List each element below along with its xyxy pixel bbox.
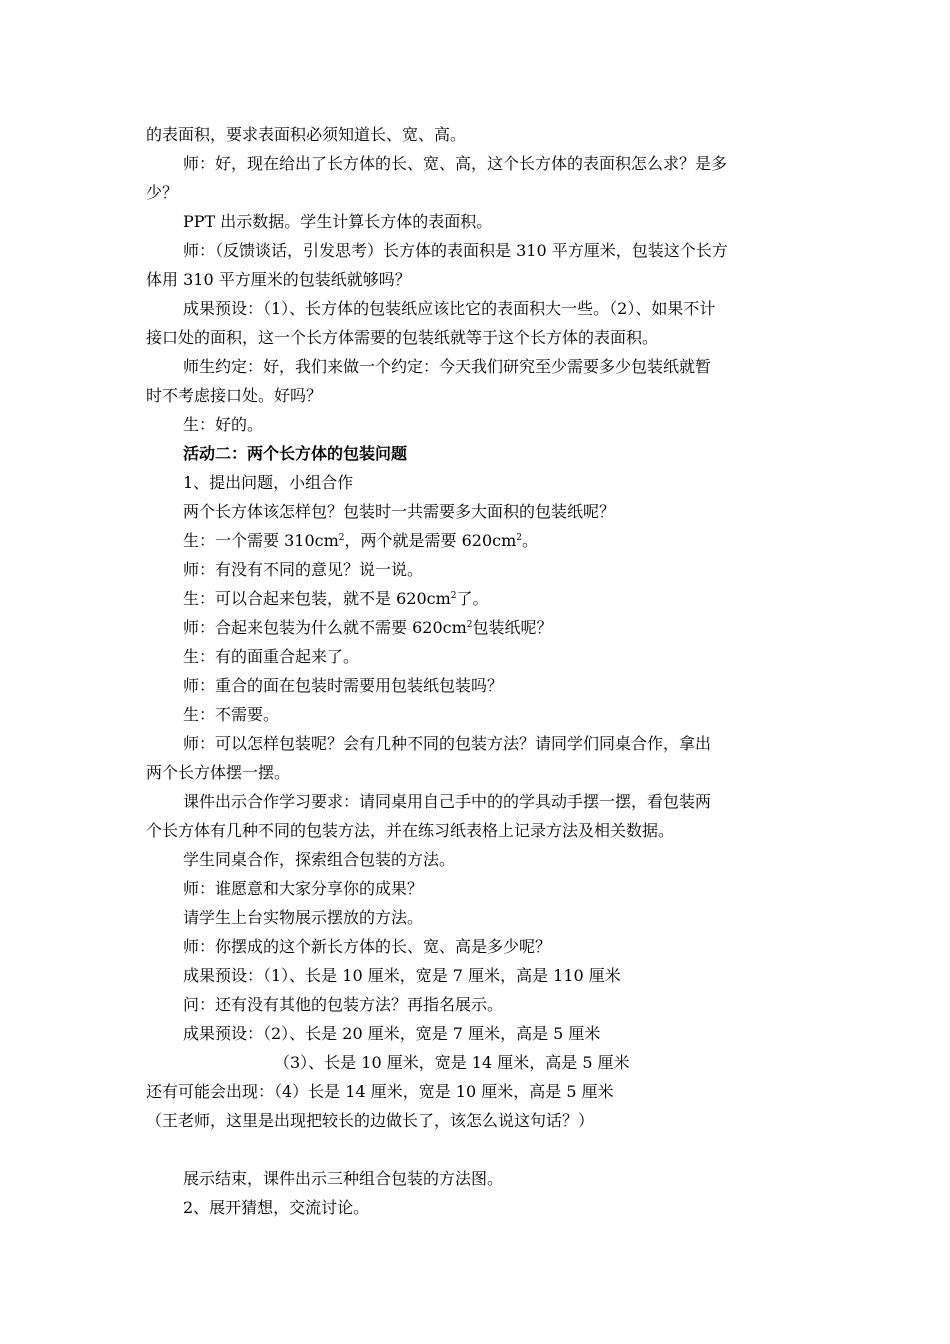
superscript: 2	[450, 591, 457, 601]
text-line: 师：（反馈谈话，引发思考）长方体的表面积是 310 平方厘米，包装这个长方	[183, 241, 728, 260]
superscript: 2	[516, 533, 522, 543]
document-body	[146, 120, 826, 1222]
text-line	[146, 613, 826, 642]
text-line: 师：谁愿意和大家分享你的成果？	[183, 879, 424, 898]
text-line: 的表面积，要求表面积必须知道长、宽、高。	[146, 125, 467, 144]
superscript: 2	[338, 533, 345, 543]
text-fragment: 。	[522, 531, 539, 550]
text-fragment: 生：一个需要 310cm	[183, 531, 339, 550]
text-fragment: ，两个就是需要 620cm	[344, 531, 517, 550]
text-line: 接口处的面积，这一个长方体需要的包装纸就等于这个长方体的表面积。	[146, 328, 659, 347]
text-line: 师：好，现在给出了长方体的长、宽、高，这个长方体的表面积怎么求？是多	[183, 154, 728, 173]
text-line: 两个长方体该怎样包？包装时一共需要多大面积的包装纸呢？	[183, 502, 616, 521]
text-line: 展示结束，课件出示三种组合包装的方法图。	[183, 1169, 504, 1188]
text-line: 成果预设：（1）、长方体的包装纸应该比它的表面积大一些。（2）、如果不计	[183, 299, 716, 318]
text-line: 课件出示合作学习要求：请同桌用自己手中的的学具动手摆一摆，看包装两	[183, 792, 712, 811]
text-line: 师：你摆成的这个新长方体的长、宽、高是多少呢？	[183, 937, 552, 956]
text-line: 学生同桌合作，探索组合包装的方法。	[183, 850, 456, 869]
text-line: 生：不需要。	[183, 705, 280, 724]
text-line: 生：有的面重合起来了。	[183, 647, 360, 666]
text-line: 个长方体有几种不同的包装方法，并在练习纸表格上记录方法及相关数据。	[146, 821, 675, 840]
text-line: 少？	[146, 183, 179, 202]
text-line: 问：还有没有其他的包装方法？再指名展示。	[183, 995, 504, 1014]
text-line: 成果预设：（2）、长是 20 厘米，宽是 7 厘米，高是 5 厘米	[183, 1024, 601, 1043]
superscript: 2	[466, 620, 473, 630]
text-line: 生：好的。	[183, 415, 264, 434]
text-line: 2、展开猜想，交流讨论。	[183, 1198, 370, 1217]
text-line: （3）、长是 10 厘米，宽是 14 厘米，高是 5 厘米	[274, 1053, 630, 1072]
text-line: 请学生上台实物展示摆放的方法。	[183, 908, 424, 927]
blank-line	[146, 1135, 826, 1164]
text-line: PPT 出示数据。学生计算长方体的表面积。	[183, 212, 493, 231]
text-line: 师：可以怎样包装呢？会有几种不同的包装方法？请同学们同桌合作，拿出	[183, 734, 712, 753]
text-line: 还有可能会出现：（4）长是 14 厘米，宽是 10 厘米，高是 5 厘米	[146, 1082, 614, 1101]
section-heading: 活动二：两个长方体的包装问题	[183, 444, 408, 463]
text-line: 师：重合的面在包装时需要用包装纸包装吗？	[183, 676, 504, 695]
text-line: 师生约定：好，我们来做一个约定：今天我们研究至少需要多少包装纸就暂	[183, 357, 712, 376]
text-line: 时不考虑接口处。好吗？	[146, 386, 323, 405]
text-line: 1、提出问题，小组合作	[183, 473, 354, 492]
text-line: 体用 310 平方厘米的包装纸就够吗？	[146, 270, 411, 289]
text-fragment: 了。	[456, 589, 489, 608]
text-fragment: 师：合起来包装为什么就不需要 620cm	[183, 618, 467, 637]
text-line: 师：有没有不同的意见？说一说。	[183, 560, 424, 579]
text-fragment: 包装纸呢？	[472, 618, 553, 637]
text-line: （王老师，这里是出现把较长的边做长了，该怎么说这句话？）	[146, 1111, 595, 1130]
text-line: 成果预设：（1）、长是 10 厘米，宽是 7 厘米，高是 110 厘米	[183, 966, 621, 985]
text-line	[146, 584, 826, 613]
text-line	[146, 526, 826, 555]
text-fragment: 生：可以合起来包装，就不是 620cm	[183, 589, 451, 608]
text-line: 两个长方体摆一摆。	[146, 763, 291, 782]
